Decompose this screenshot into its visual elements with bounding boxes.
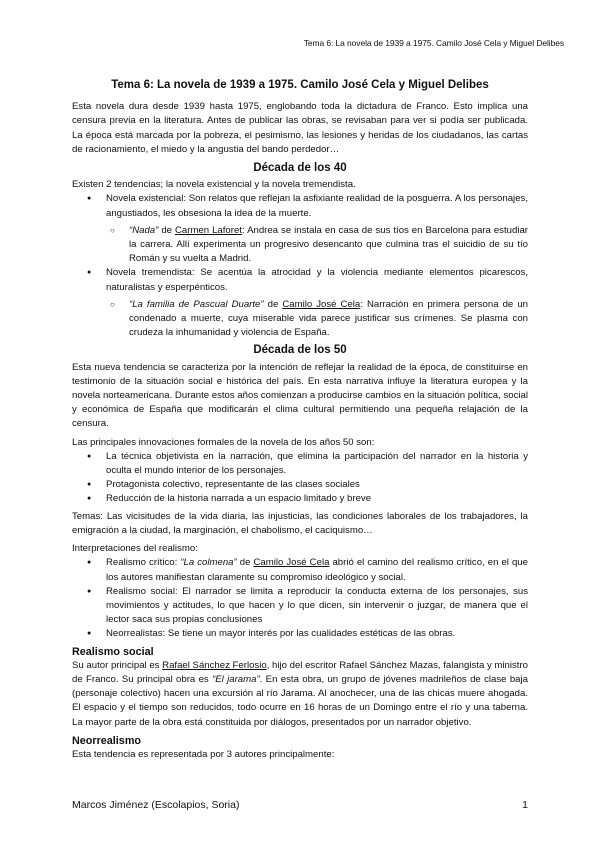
paragraph-text: . En esta obra, un grupo de jóvenes madrileños de clase baja (personaje colectivo) hacen una excursión al río Jarama. Al anochecer, una de las chicas muere ahogada. El espacio y el tiempo son reducidos, todo ocurre en 16 horas de un Domingo entre el río y una taberna. La mayor parte de la obra está constituida por diálogos, presentados por un narrador objetivo. [72, 673, 528, 728]
list-item-duarte [129, 298, 528, 341]
innovations-lead: Las principales innovaciones formales de la novela de los años 50 son: [72, 436, 375, 448]
author-link-cela-2[interactable]: Camilo José Cela [253, 557, 330, 569]
list-item-existencial: ● Novela existencial: Son relatos que reflejan la asfixiante realidad de la posguerra. A los personajes, angustiados, les obsesiona la idea de la muerte. [106, 192, 528, 220]
fifties-paragraph: Esta nueva tendencia se caracteriza por la intención de reflejar la realidad de la época, de constituirse en testimonio de la situación social e histórica del país. En esta narrativa influye la literatura europea y la novela norteamericana. Durante estos años comienzan a producirse cambios en la situación política, social y económica de España que modificarán el clima cultural permitiendo una pequeña relajación de la censura. [72, 361, 528, 430]
nada-description: : Andrea se instala en casa de sus tíos en Barcelona para estudiar la carrera. Allí experimenta un progresivo desencanto que culmina tras el suicidio de su tío Román y su vuelta a Madrid. [129, 224, 528, 265]
section-heading-realismo-social: Realismo social [72, 645, 154, 658]
list-item: ● Reducción de la historia narrada a un espacio limitado y breve [106, 492, 528, 506]
list-item: ● La técnica objetivista en la narración, que elimina la participación del narrador en la historia y oculta el mundo interior de los personajes. [106, 450, 528, 478]
tendencies-list-2 [72, 266, 528, 294]
critico-description: abrió el camino del realismo crítico, en el que los autores manifiestan claramente su compromiso ideológico y social. [106, 557, 528, 583]
author-link-laforet[interactable]: Carmen Laforet [174, 224, 242, 236]
tendencies-list [72, 192, 528, 220]
section-heading-50s: Década de los 50 [253, 344, 347, 357]
section-heading-neorrealismo: Neorrealismo [72, 734, 142, 747]
list-item-neorrealistas: ● Neorrealistas: Se tiene un mayor interés por las cualidades estéticas de las obras. [106, 627, 528, 641]
connector-text: de [236, 557, 254, 569]
connector-text: de [158, 224, 175, 236]
interpretations-lead: Interpretaciones del realismo: [72, 543, 198, 555]
work-title-duarte: “La familia de Pascual Duarte” [129, 298, 264, 310]
tremendista-sublist [72, 298, 528, 341]
author-link-ferlosio[interactable]: Rafael Sánchez Ferlosio [162, 659, 267, 671]
paragraph-text: , hijo del escritor Rafael Sánchez Mazas, falangista y ministro de Franco. Su principal obra es [72, 659, 529, 685]
temas-paragraph: Temas: Las vicisitudes de la vida diaria, las injusticias, las condiciones laborales de los trabajadores, la emigración a la ciudad, la marginación, el chabolismo, el caciquismo… [72, 510, 528, 536]
neorrealismo-paragraph: Esta tendencia es representada por 3 autores principalmente: [72, 748, 335, 760]
connector-text: de [263, 298, 283, 310]
page-number: 1 [522, 799, 528, 811]
running-header: Tema 6: La novela de 1939 a 1975. Camilo José Cela y Miguel Delibes [303, 38, 564, 48]
paragraph-text: Su autor principal es [72, 659, 163, 671]
list-item-critico [106, 556, 528, 584]
tendencies-lead: Existen 2 tendencias; la novela existencial y la novela tremendista. [72, 179, 356, 191]
list-item-tremendista: ● Novela tremendista: Se acentúa la atrocidad y la violencia mediante elementos picarescos, naturalistas y esperpénticos. [106, 266, 528, 294]
innovations-list [72, 450, 528, 507]
intro-paragraph: Esta novela dura desde 1939 hasta 1975, englobando toda la dictadura de Franco. Esto implica una censura previa en la literatura. Antes de publicar las obras, se revisaban para ver si podía ser publicada. La época está marcada por la pobreza, el pesimismo, las lesiones y heridas de los ciudadanos, las cartas de racionamiento, el miedo y la angustia del bando perdedor… [72, 101, 528, 155]
list-item: ● Protagonista colectivo, representante de las clases sociales [106, 478, 528, 492]
list-item-social: ● Realismo social: El narrador se limita a reproducir la conducta externa de los personajes, sus movimientos y actitudes, lo que hacen y lo que dicen, sin intervenir o juzgar, de manera que el lector saca sus propias conclusiones [106, 585, 528, 628]
footer-author: Marcos Jiménez (Escolapios, Soria) [72, 799, 240, 811]
page-title: Tema 6: La novela de 1939 a 1975. Camilo José Cela y Miguel Delibes [111, 79, 489, 91]
interpretations-list [72, 556, 528, 641]
work-title-nada: “Nada” [129, 224, 159, 236]
critico-label: Realismo crítico: [106, 557, 181, 569]
duarte-description: : Narración en primera persona de un condenado a muerte, cuya miserable vida parece justificar sus crímenes. Se plasma con crudeza la inhumanidad y violencia de España. [129, 298, 528, 339]
work-title-jarama: “El jarama” [212, 673, 260, 685]
realismo-social-paragraph [72, 659, 528, 730]
list-item-nada [129, 224, 528, 267]
section-heading-40s: Década de los 40 [253, 162, 347, 175]
page-content [72, 72, 528, 766]
existencial-sublist [72, 224, 528, 267]
work-title-colmena: “La colmena” [180, 557, 237, 569]
author-link-cela[interactable]: Camilo José Cela [282, 298, 361, 310]
